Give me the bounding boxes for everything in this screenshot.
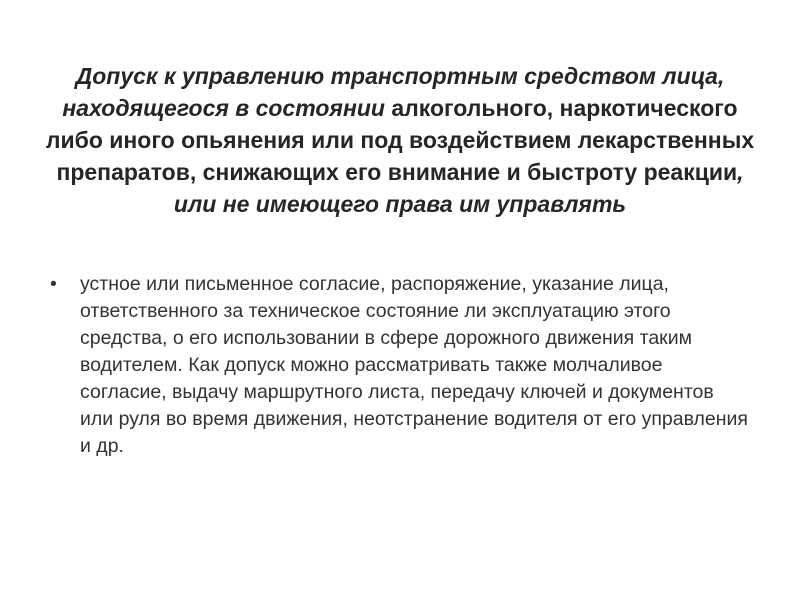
bullet-text: устное или письменное согласие, распоряжение, указание лица, ответственного за техническое состояние ли эксплуатацию этого средства, о его использовании в сфере дорожного движения таким водителем. Как допуск можно рассматривать также молчаливое согласие, выдачу маршрутного листа, передачу ключей и документов или руля во время движения, неотстранение водителя от его управления и др. (80, 273, 748, 457)
title-italic-part-1: Допуск к управлению транспортным средством лица, находящегося в состоянии (62, 63, 731, 121)
bullet-marker: • (50, 273, 57, 295)
title-italic-part-2: , или не имеющего права им управлять (173, 159, 750, 217)
bullet-list (48, 271, 748, 460)
title-upright-part: алкогольного, наркотического либо иного опьянения или под воздействием лекарственных препаратов, снижающих его внимание и быстроту реакции (45, 95, 761, 185)
slide-title (40, 60, 760, 220)
bullet-item (48, 271, 748, 460)
